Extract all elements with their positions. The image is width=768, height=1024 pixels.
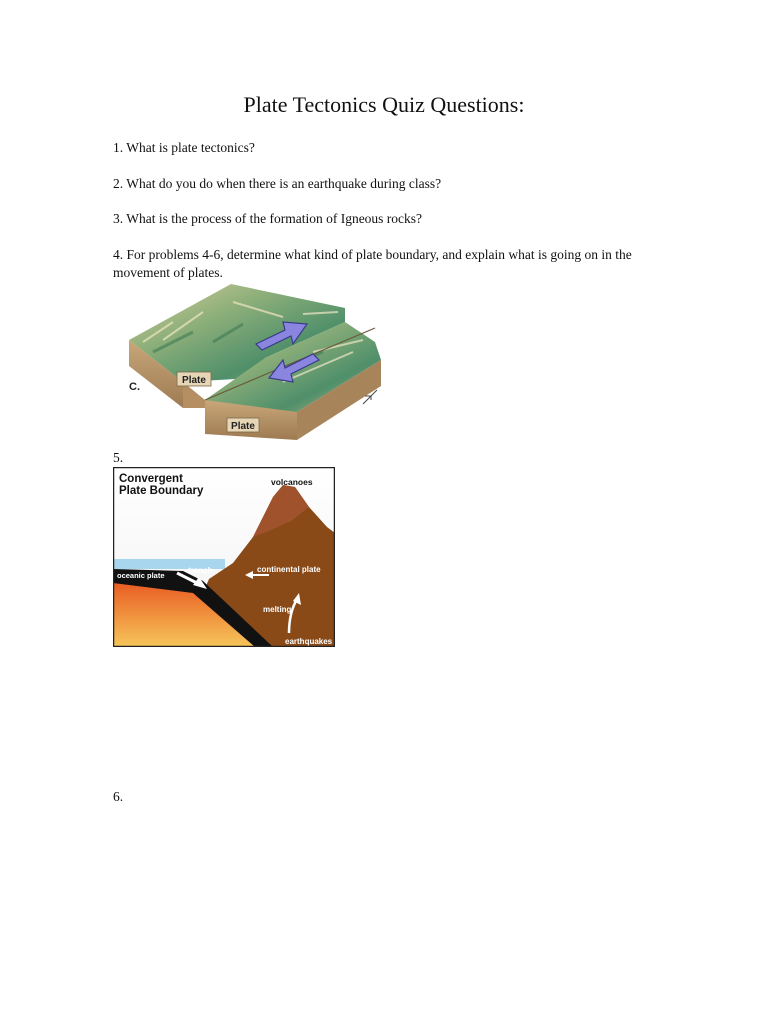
- plate-label-bottom: Plate: [231, 421, 255, 432]
- question-2: 2. What do you do when there is an earthquake during class?: [113, 176, 442, 191]
- plate-label-top: Plate: [182, 375, 206, 386]
- label-earthquakes: earthquakes: [285, 637, 333, 646]
- label-volcanoes: volcanoes: [271, 477, 313, 487]
- convergent-boundary-figure: [113, 467, 335, 647]
- page-title: Plate Tectonics Quiz Questions:: [243, 92, 525, 117]
- question-1: 1. What is plate tectonics?: [113, 140, 255, 155]
- figure-letter: C.: [129, 381, 140, 393]
- label-continental-plate: continental plate: [257, 565, 321, 574]
- question-3: 3. What is the process of the formation of Igneous rocks?: [113, 211, 423, 226]
- figure-heading-line2: Plate Boundary: [119, 485, 204, 497]
- label-trench: trench: [188, 566, 213, 575]
- figure-heading-line1: Convergent: [119, 473, 183, 485]
- transform-boundary-figure: [113, 282, 388, 442]
- label-melting: melting: [263, 605, 292, 614]
- question-4: 4. For problems 4-6, determine what kind of plate boundary, and explain what is going on in the movement of plates.: [113, 247, 632, 280]
- question-5-label: 5.: [113, 450, 124, 465]
- question-6-label: 6.: [113, 789, 124, 804]
- label-oceanic-plate: oceanic plate: [117, 571, 165, 580]
